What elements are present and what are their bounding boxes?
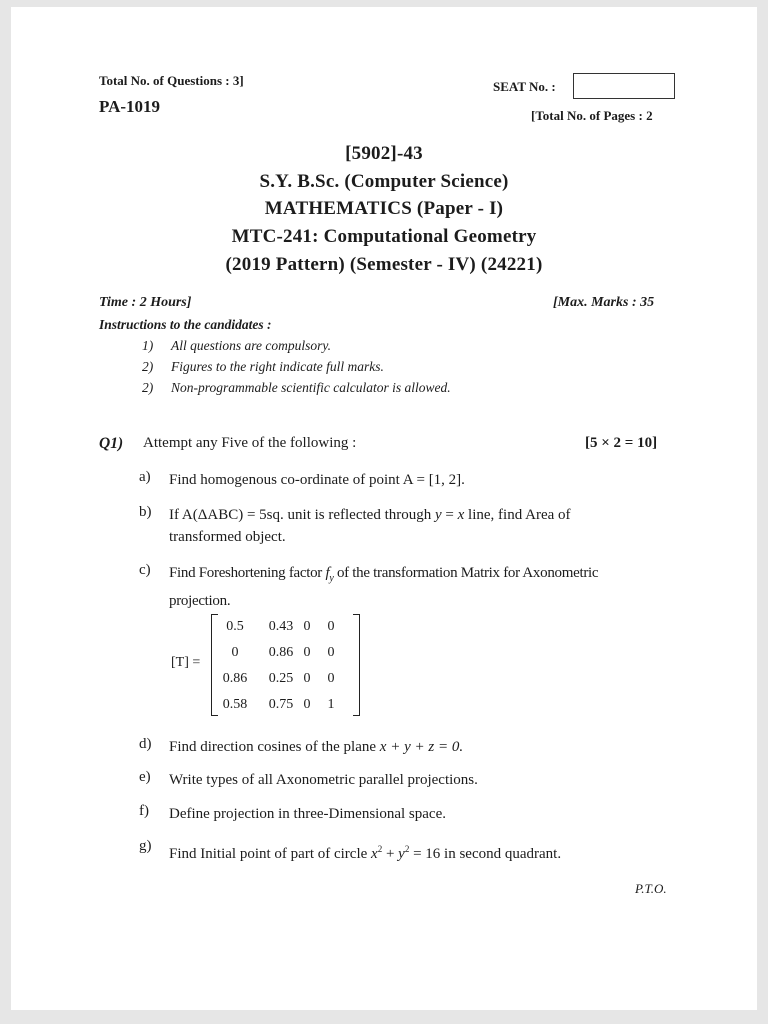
matrix-cell: 1 — [327, 697, 335, 712]
paper-code: PA-1019 — [99, 97, 161, 116]
item-label-d: d) — [139, 736, 152, 752]
item-g-text: Find Initial point of part of circle — [169, 846, 368, 862]
item-b-x: x — [457, 507, 465, 523]
item-c-part2: of the transformation Matrix for Axonometric — [336, 565, 599, 581]
instruction-text: Figures to the right indicate full marks. — [171, 359, 384, 374]
exam-code: [5902]-43 — [345, 143, 423, 164]
item-c-f: f — [325, 565, 330, 581]
question-label: Q1) — [99, 435, 124, 452]
instruction-text: All questions are compulsory. — [171, 338, 331, 353]
item-text-f: Define projection in three-Dimensional space. — [169, 806, 446, 822]
item-label-g: g) — [139, 838, 152, 854]
question-marks: [5 × 2 = 10] — [585, 435, 658, 451]
matrix-cell: 0.43 — [268, 619, 294, 634]
item-b-y: y — [434, 507, 442, 523]
matrix-cell: 0 — [303, 619, 311, 634]
item-g-x: x — [371, 846, 378, 862]
instruction-number: 2) — [142, 380, 154, 395]
item-text-g — [169, 838, 674, 865]
item-g-plus: + — [382, 846, 399, 862]
seat-no-box[interactable] — [573, 73, 675, 99]
item-text-b — [169, 504, 674, 548]
matrix-cell: 0.75 — [268, 697, 294, 712]
item-text-c — [169, 562, 674, 612]
matrix-cell: 0.86 — [268, 645, 294, 660]
item-g-y: y — [398, 846, 405, 862]
matrix-cell: 0 — [327, 671, 335, 686]
matrix-cell: 0.25 — [268, 671, 294, 686]
item-c-part3: projection. — [169, 593, 231, 609]
matrix-right-bracket — [353, 614, 360, 716]
item-g-end: = 16 in second quadrant. — [409, 846, 562, 862]
max-marks: [Max. Marks : 35 — [553, 295, 655, 310]
course-title: S.Y. B.Sc. (Computer Science) — [259, 171, 509, 192]
item-label-c: c) — [139, 562, 151, 578]
matrix-cell: 0 — [327, 645, 335, 660]
matrix-label: [T] = — [171, 655, 201, 670]
exam-page — [11, 7, 757, 1010]
matrix-cell: 0 — [303, 645, 311, 660]
pto-note: P.T.O. — [635, 881, 667, 896]
item-label-e: e) — [139, 769, 151, 785]
item-text-e: Write types of all Axonometric parallel projections. — [169, 772, 478, 788]
instruction-text: Non-programmable scientific calculator is allowed. — [171, 380, 451, 395]
matrix-cell: 0 — [231, 645, 239, 660]
instruction-number: 2) — [142, 359, 154, 374]
question-prompt: Attempt any Five of the following : — [143, 435, 357, 451]
time-allowed: Time : 2 Hours] — [99, 295, 192, 310]
item-g-x-sup: 2 — [377, 844, 383, 854]
instructions-heading: Instructions to the candidates : — [99, 317, 272, 332]
item-b-part2: line, find Area of — [468, 507, 571, 523]
subject-title: MATHEMATICS (Paper - I) — [264, 198, 504, 219]
matrix-cell: 0.86 — [222, 671, 248, 686]
seat-no-label: SEAT No. : — [493, 79, 556, 94]
item-text-d — [169, 736, 674, 758]
item-d-text: Find direction cosines of the plane — [169, 739, 377, 755]
matrix-cell: 0.58 — [222, 697, 248, 712]
matrix-cell: 0 — [303, 697, 311, 712]
item-g-y-sup: 2 — [404, 844, 410, 854]
matrix-cell: 0 — [303, 671, 311, 686]
item-label-b: b) — [139, 504, 152, 520]
item-b-part1: If A(ΔABC) = 5sq. unit is reflected through — [169, 507, 432, 523]
item-text-a: Find homogenous co-ordinate of point A = [1, 2]. — [169, 472, 465, 488]
matrix-cell: 0.5 — [226, 619, 244, 634]
total-questions: Total No. of Questions : 3] — [99, 73, 244, 88]
matrix-cell: 0 — [327, 619, 335, 634]
item-c-part1: Find Foreshortening factor — [169, 565, 323, 581]
item-c-f-sub: y — [329, 573, 334, 584]
item-b-op: = — [441, 507, 458, 523]
pattern-title: (2019 Pattern) (Semester - IV) (24221) — [225, 254, 543, 275]
total-pages: [Total No. of Pages : 2 — [531, 108, 653, 123]
instruction-number: 1) — [142, 338, 154, 353]
item-b-part3: transformed object. — [169, 529, 286, 545]
paper-title: MTC-241: Computational Geometry — [231, 226, 537, 247]
item-label-a: a) — [139, 469, 151, 485]
item-d-equation: x + y + z = 0. — [379, 739, 464, 755]
item-label-f: f) — [139, 803, 149, 819]
